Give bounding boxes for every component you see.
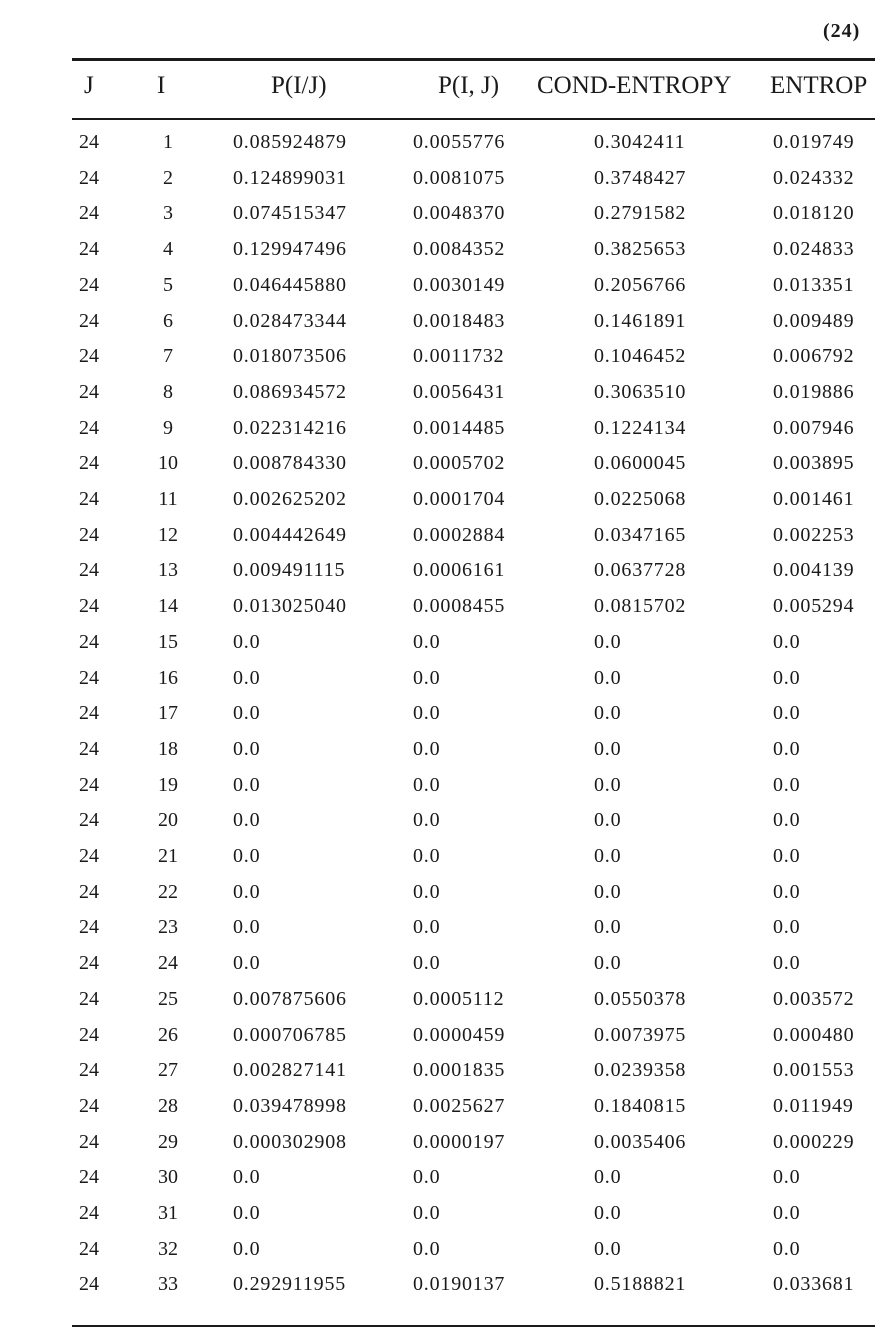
cell-p-i-j: 0.0030149 [413, 273, 506, 296]
cell-p-i-j: 0.0001704 [413, 488, 506, 510]
cell-cond-entropy: 0.3825653 [594, 238, 687, 261]
cell-i: 2 [163, 166, 173, 189]
cell-cond-entropy: 0.1224134 [594, 416, 687, 439]
cell-entropy: 0.009489 [773, 309, 855, 332]
cell-cond-entropy: 0.0 [594, 773, 622, 796]
cell-i: 10 [158, 452, 178, 475]
cell-j: 24 [79, 345, 99, 368]
cell-i: 14 [158, 595, 178, 618]
table-row [0, 1054, 875, 1089]
cell-p-i-j: 0.0081075 [413, 166, 506, 189]
header-cond-entropy: COND-ENTROPY [537, 72, 732, 99]
cell-p-i-given-j: 0.0 [233, 880, 261, 903]
cell-entropy: 0.001553 [773, 1059, 855, 1082]
table-row [0, 126, 875, 161]
table-row [0, 662, 875, 697]
cell-cond-entropy: 0.0 [594, 1202, 622, 1224]
table-row [0, 733, 875, 768]
cell-p-i-j: 0.0 [413, 809, 441, 832]
cell-p-i-j: 0.0005702 [413, 452, 506, 475]
cell-p-i-given-j: 0.007875606 [233, 987, 347, 1010]
cell-p-i-j: 0.0056431 [413, 380, 506, 403]
cell-j: 24 [79, 880, 99, 903]
cell-i: 33 [158, 1273, 178, 1296]
cell-p-i-given-j: 0.018073506 [233, 345, 347, 368]
cell-p-i-j: 0.0000197 [413, 1130, 506, 1153]
cell-cond-entropy: 0.1840815 [594, 1094, 687, 1117]
cell-j: 24 [79, 737, 99, 760]
cell-cond-entropy: 0.0 [594, 630, 622, 653]
table-row [0, 340, 875, 375]
cell-j: 24 [79, 952, 99, 975]
cell-cond-entropy: 0.1461891 [594, 309, 687, 332]
cell-p-i-j: 0.0 [413, 1237, 441, 1260]
cell-p-i-given-j: 0.028473344 [233, 309, 347, 332]
cell-entropy: 0.0 [773, 880, 801, 903]
cell-i: 25 [158, 987, 178, 1010]
cell-cond-entropy: 0.0 [594, 1237, 622, 1260]
cell-p-i-given-j: 0.129947496 [233, 238, 347, 261]
cell-p-i-given-j: 0.0 [233, 1166, 261, 1189]
cell-cond-entropy: 0.5188821 [594, 1273, 687, 1296]
table-header [0, 72, 875, 112]
cell-cond-entropy: 0.0225068 [594, 488, 687, 510]
cell-p-i-given-j: 0.074515347 [233, 202, 347, 225]
cell-entropy: 0.024332 [773, 166, 855, 189]
cell-entropy: 0.001461 [773, 488, 855, 510]
cell-cond-entropy: 0.3063510 [594, 380, 687, 403]
cell-entropy: 0.0 [773, 773, 801, 796]
cell-cond-entropy: 0.2056766 [594, 273, 687, 296]
cell-j: 24 [79, 987, 99, 1010]
cell-j: 24 [79, 1202, 99, 1224]
table-row [0, 1197, 875, 1232]
cell-p-i-given-j: 0.0 [233, 1237, 261, 1260]
table-row [0, 519, 875, 554]
cell-p-i-given-j: 0.0 [233, 952, 261, 975]
cell-entropy: 0.0 [773, 702, 801, 725]
cell-p-i-given-j: 0.085924879 [233, 131, 347, 153]
cell-p-i-given-j: 0.013025040 [233, 595, 347, 618]
cell-i: 31 [158, 1202, 178, 1224]
cell-entropy: 0.0 [773, 952, 801, 975]
cell-j: 24 [79, 595, 99, 618]
cell-j: 24 [79, 523, 99, 546]
cell-j: 24 [79, 666, 99, 689]
cell-i: 18 [158, 737, 178, 760]
cell-cond-entropy: 0.0 [594, 880, 622, 903]
cell-j: 24 [79, 452, 99, 475]
cell-p-i-given-j: 0.039478998 [233, 1094, 347, 1117]
header-p-i-j: P(I, J) [438, 72, 500, 99]
cell-cond-entropy: 0.2791582 [594, 202, 687, 225]
cell-i: 9 [163, 416, 173, 439]
table-row [0, 769, 875, 804]
table-row [0, 804, 875, 839]
cell-cond-entropy: 0.0 [594, 666, 622, 689]
cell-entropy: 0.0 [773, 916, 801, 939]
cell-cond-entropy: 0.1046452 [594, 345, 687, 368]
cell-p-i-j: 0.0008455 [413, 595, 506, 618]
cell-cond-entropy: 0.0073975 [594, 1023, 687, 1046]
table-row [0, 197, 875, 232]
cell-entropy: 0.011949 [773, 1094, 854, 1117]
cell-i: 13 [158, 559, 178, 582]
table-row [0, 1233, 875, 1268]
cell-j: 24 [79, 1094, 99, 1117]
cell-p-i-j: 0.0001835 [413, 1059, 506, 1082]
table-row [0, 1268, 875, 1303]
table-row [0, 1019, 875, 1054]
cell-p-i-given-j: 0.002625202 [233, 488, 347, 510]
cell-p-i-given-j: 0.0 [233, 702, 261, 725]
cell-j: 24 [79, 202, 99, 225]
cell-cond-entropy: 0.0 [594, 702, 622, 725]
header-rule [72, 118, 875, 120]
cell-i: 19 [158, 773, 178, 796]
cell-entropy: 0.0 [773, 809, 801, 832]
cell-entropy: 0.004139 [773, 559, 855, 582]
cell-i: 32 [158, 1237, 178, 1260]
cell-p-i-j: 0.0055776 [413, 131, 506, 153]
cell-p-i-given-j: 0.022314216 [233, 416, 347, 439]
cell-entropy: 0.033681 [773, 1273, 855, 1296]
cell-j: 24 [79, 702, 99, 725]
cell-j: 24 [79, 273, 99, 296]
cell-cond-entropy: 0.0 [594, 845, 622, 867]
header-j: J [84, 72, 94, 99]
cell-i: 28 [158, 1094, 178, 1117]
table-row [0, 947, 875, 982]
cell-i: 23 [158, 916, 178, 939]
cell-cond-entropy: 0.0550378 [594, 987, 687, 1010]
cell-j: 24 [79, 916, 99, 939]
table-row [0, 911, 875, 946]
cell-p-i-given-j: 0.0 [233, 845, 261, 867]
cell-i: 3 [163, 202, 173, 225]
cell-entropy: 0.024833 [773, 238, 855, 261]
cell-entropy: 0.003895 [773, 452, 855, 475]
table-row [0, 269, 875, 304]
cell-p-i-j: 0.0084352 [413, 238, 506, 261]
cell-j: 24 [79, 559, 99, 582]
cell-i: 29 [158, 1130, 178, 1153]
table-row [0, 840, 875, 875]
cell-p-i-given-j: 0.124899031 [233, 166, 347, 189]
table-row [0, 483, 875, 518]
cell-p-i-j: 0.0 [413, 1166, 441, 1189]
cell-cond-entropy: 0.0 [594, 1166, 622, 1189]
cell-p-i-j: 0.0011732 [413, 345, 505, 368]
cell-cond-entropy: 0.0347165 [594, 523, 687, 546]
cell-p-i-given-j: 0.004442649 [233, 523, 347, 546]
table-row [0, 697, 875, 732]
cell-p-i-j: 0.0005112 [413, 987, 505, 1010]
cell-j: 24 [79, 1273, 99, 1296]
cell-i: 24 [158, 952, 178, 975]
page-number: (24) [823, 20, 861, 42]
cell-entropy: 0.0 [773, 737, 801, 760]
cell-i: 11 [158, 488, 178, 510]
top-rule [72, 58, 875, 61]
cell-cond-entropy: 0.0 [594, 916, 622, 939]
cell-p-i-given-j: 0.0 [233, 630, 261, 653]
cell-p-i-j: 0.0 [413, 737, 441, 760]
cell-i: 21 [158, 845, 178, 867]
cell-p-i-given-j: 0.008784330 [233, 452, 347, 475]
table-row [0, 447, 875, 482]
cell-cond-entropy: 0.0 [594, 952, 622, 975]
cell-p-i-j: 0.0190137 [413, 1273, 506, 1296]
cell-cond-entropy: 0.0 [594, 809, 622, 832]
cell-j: 24 [79, 1166, 99, 1189]
cell-cond-entropy: 0.0035406 [594, 1130, 687, 1153]
cell-j: 24 [79, 309, 99, 332]
cell-cond-entropy: 0.3042411 [594, 131, 686, 153]
table-row [0, 376, 875, 411]
cell-p-i-j: 0.0002884 [413, 523, 506, 546]
cell-p-i-j: 0.0 [413, 880, 441, 903]
cell-entropy: 0.019886 [773, 380, 855, 403]
cell-p-i-given-j: 0.0 [233, 773, 261, 796]
cell-j: 24 [79, 1023, 99, 1046]
cell-j: 24 [79, 166, 99, 189]
cell-p-i-j: 0.0 [413, 666, 441, 689]
cell-j: 24 [79, 773, 99, 796]
cell-entropy: 0.013351 [773, 273, 855, 296]
cell-j: 24 [79, 131, 99, 153]
cell-entropy: 0.0 [773, 1166, 801, 1189]
cell-entropy: 0.003572 [773, 987, 855, 1010]
table-row [0, 1126, 875, 1161]
header-p-i-given-j: P(I/J) [271, 72, 327, 99]
cell-p-i-j: 0.0006161 [413, 559, 506, 582]
cell-entropy: 0.006792 [773, 345, 855, 368]
cell-cond-entropy: 0.0 [594, 737, 622, 760]
table-row [0, 876, 875, 911]
cell-p-i-given-j: 0.046445880 [233, 273, 347, 296]
cell-i: 22 [158, 880, 178, 903]
cell-i: 26 [158, 1023, 178, 1046]
cell-i: 15 [158, 630, 178, 653]
cell-entropy: 0.0 [773, 1202, 801, 1224]
cell-p-i-given-j: 0.0 [233, 1202, 261, 1224]
cell-p-i-given-j: 0.0 [233, 666, 261, 689]
cell-entropy: 0.005294 [773, 595, 855, 618]
cell-i: 8 [163, 380, 173, 403]
cell-j: 24 [79, 1237, 99, 1260]
cell-p-i-j: 0.0 [413, 630, 441, 653]
cell-p-i-given-j: 0.000302908 [233, 1130, 347, 1153]
cell-p-i-j: 0.0 [413, 845, 441, 867]
cell-p-i-j: 0.0025627 [413, 1094, 506, 1117]
table-row [0, 305, 875, 340]
cell-i: 17 [158, 702, 178, 725]
cell-entropy: 0.018120 [773, 202, 855, 225]
table-row [0, 626, 875, 661]
cell-entropy: 0.007946 [773, 416, 855, 439]
cell-entropy: 0.0 [773, 630, 801, 653]
table-row [0, 412, 875, 447]
cell-p-i-j: 0.0014485 [413, 416, 506, 439]
table-row [0, 1161, 875, 1196]
cell-cond-entropy: 0.0815702 [594, 595, 687, 618]
cell-p-i-given-j: 0.0 [233, 737, 261, 760]
cell-cond-entropy: 0.3748427 [594, 166, 687, 189]
table-row [0, 1090, 875, 1125]
table-row [0, 162, 875, 197]
cell-p-i-j: 0.0048370 [413, 202, 506, 225]
cell-p-i-given-j: 0.0 [233, 809, 261, 832]
cell-entropy: 0.019749 [773, 131, 855, 153]
header-entropy: ENTROP [770, 72, 868, 99]
cell-cond-entropy: 0.0239358 [594, 1059, 687, 1082]
cell-i: 1 [163, 131, 173, 153]
cell-p-i-j: 0.0 [413, 1202, 441, 1224]
table-row [0, 590, 875, 625]
table-row [0, 983, 875, 1018]
cell-entropy: 0.000480 [773, 1023, 855, 1046]
cell-cond-entropy: 0.0600045 [594, 452, 687, 475]
cell-p-i-given-j: 0.0 [233, 916, 261, 939]
cell-entropy: 0.000229 [773, 1130, 855, 1153]
cell-p-i-given-j: 0.009491115 [233, 559, 346, 582]
cell-j: 24 [79, 809, 99, 832]
cell-i: 5 [163, 273, 173, 296]
cell-cond-entropy: 0.0637728 [594, 559, 687, 582]
cell-entropy: 0.0 [773, 666, 801, 689]
cell-i: 6 [163, 309, 173, 332]
cell-p-i-given-j: 0.002827141 [233, 1059, 347, 1082]
bottom-rule [72, 1325, 875, 1327]
cell-p-i-given-j: 0.086934572 [233, 380, 347, 403]
cell-j: 24 [79, 488, 99, 510]
table-row [0, 554, 875, 589]
table-body [0, 126, 875, 1316]
cell-p-i-j: 0.0018483 [413, 309, 506, 332]
header-i: I [157, 72, 166, 99]
cell-entropy: 0.0 [773, 1237, 801, 1260]
cell-i: 27 [158, 1059, 178, 1082]
cell-i: 20 [158, 809, 178, 832]
cell-p-i-j: 0.0000459 [413, 1023, 506, 1046]
cell-j: 24 [79, 845, 99, 867]
cell-i: 12 [158, 523, 178, 546]
cell-entropy: 0.002253 [773, 523, 855, 546]
cell-p-i-j: 0.0 [413, 916, 441, 939]
cell-p-i-given-j: 0.292911955 [233, 1273, 347, 1296]
cell-p-i-j: 0.0 [413, 773, 441, 796]
cell-i: 4 [163, 238, 173, 261]
cell-j: 24 [79, 1059, 99, 1082]
table-row [0, 233, 875, 268]
cell-p-i-given-j: 0.000706785 [233, 1023, 347, 1046]
cell-p-i-j: 0.0 [413, 702, 441, 725]
cell-j: 24 [79, 630, 99, 653]
cell-j: 24 [79, 416, 99, 439]
cell-i: 16 [158, 666, 178, 689]
cell-entropy: 0.0 [773, 845, 801, 867]
cell-i: 7 [163, 345, 173, 368]
cell-p-i-j: 0.0 [413, 952, 441, 975]
cell-j: 24 [79, 238, 99, 261]
cell-i: 30 [158, 1166, 178, 1189]
cell-j: 24 [79, 1130, 99, 1153]
cell-j: 24 [79, 380, 99, 403]
